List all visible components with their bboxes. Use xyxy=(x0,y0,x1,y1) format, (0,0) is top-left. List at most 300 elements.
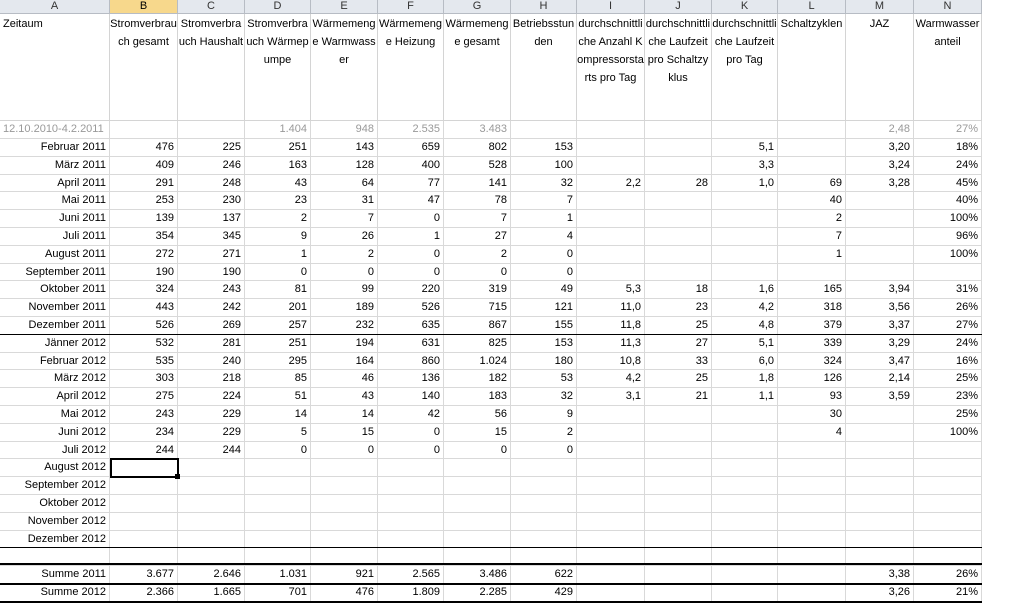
table-cell[interactable]: 295 xyxy=(245,353,311,371)
table-cell[interactable]: 23 xyxy=(645,299,712,317)
table-cell[interactable]: 1,0 xyxy=(712,175,778,193)
table-cell[interactable] xyxy=(778,584,846,602)
row-label-cell[interactable]: Mai 2011 xyxy=(0,192,110,210)
table-cell[interactable]: 40 xyxy=(778,192,846,210)
row-label-cell[interactable]: April 2011 xyxy=(0,175,110,193)
table-cell[interactable]: 24% xyxy=(914,335,982,353)
table-cell[interactable]: 3,94 xyxy=(846,281,914,299)
table-cell[interactable]: 0 xyxy=(444,442,511,460)
table-cell[interactable] xyxy=(712,246,778,264)
table-cell[interactable] xyxy=(712,424,778,442)
table-cell[interactable]: 2 xyxy=(245,210,311,228)
table-cell[interactable]: 201 xyxy=(245,299,311,317)
table-cell[interactable]: 4,2 xyxy=(577,370,645,388)
table-cell[interactable]: 269 xyxy=(178,317,245,335)
table-cell[interactable]: 1.031 xyxy=(245,566,311,584)
table-cell[interactable]: 3,24 xyxy=(846,157,914,175)
table-cell[interactable]: 867 xyxy=(444,317,511,335)
table-cell[interactable] xyxy=(311,531,378,549)
table-cell[interactable] xyxy=(245,477,311,495)
row-label-cell[interactable]: Februar 2011 xyxy=(0,139,110,157)
table-cell[interactable]: 220 xyxy=(378,281,444,299)
table-cell[interactable]: 243 xyxy=(178,281,245,299)
table-cell[interactable]: 825 xyxy=(444,335,511,353)
table-cell[interactable] xyxy=(846,406,914,424)
table-cell[interactable]: 443 xyxy=(110,299,178,317)
table-cell[interactable] xyxy=(577,495,645,513)
table-cell[interactable]: 6,0 xyxy=(712,353,778,371)
row-label-cell[interactable]: Juli 2011 xyxy=(0,228,110,246)
table-cell[interactable]: 0 xyxy=(511,246,577,264)
table-cell[interactable] xyxy=(914,531,982,549)
table-cell[interactable] xyxy=(577,531,645,549)
table-cell[interactable]: 24% xyxy=(914,157,982,175)
table-cell[interactable] xyxy=(778,442,846,460)
table-cell[interactable] xyxy=(846,531,914,549)
table-cell[interactable] xyxy=(311,477,378,495)
table-cell[interactable]: 271 xyxy=(178,246,245,264)
table-cell[interactable]: 3,59 xyxy=(846,388,914,406)
table-cell[interactable]: 476 xyxy=(110,139,178,157)
table-cell[interactable]: 85 xyxy=(245,370,311,388)
table-cell[interactable]: 0 xyxy=(511,264,577,282)
table-cell[interactable]: 3,26 xyxy=(846,584,914,602)
table-cell[interactable]: 100% xyxy=(914,246,982,264)
column-header-l[interactable]: L xyxy=(778,0,846,14)
table-cell[interactable]: 429 xyxy=(511,584,577,602)
table-cell[interactable]: 303 xyxy=(110,370,178,388)
header-cell[interactable]: Stromverbrauch Wärmepumpe xyxy=(245,14,311,121)
table-cell[interactable] xyxy=(178,495,245,513)
table-cell[interactable] xyxy=(914,459,982,477)
table-cell[interactable]: 99 xyxy=(311,281,378,299)
table-cell[interactable]: 3,3 xyxy=(712,157,778,175)
table-cell[interactable]: 1 xyxy=(778,246,846,264)
table-cell[interactable]: 324 xyxy=(778,353,846,371)
row-label-cell[interactable]: Oktober 2012 xyxy=(0,495,110,513)
table-cell[interactable]: 802 xyxy=(444,139,511,157)
table-cell[interactable] xyxy=(577,406,645,424)
table-cell[interactable]: 31% xyxy=(914,281,982,299)
table-cell[interactable] xyxy=(645,192,712,210)
table-cell[interactable] xyxy=(378,459,444,477)
table-cell[interactable]: 339 xyxy=(778,335,846,353)
row-label-cell[interactable]: Summe 2012 xyxy=(0,584,110,602)
table-cell[interactable] xyxy=(378,495,444,513)
summary-cell[interactable]: 27% xyxy=(914,121,982,139)
table-cell[interactable] xyxy=(577,477,645,495)
table-cell[interactable] xyxy=(378,513,444,531)
table-cell[interactable]: 194 xyxy=(311,335,378,353)
table-cell[interactable] xyxy=(712,210,778,228)
table-cell[interactable]: 246 xyxy=(178,157,245,175)
table-cell[interactable]: 659 xyxy=(378,139,444,157)
table-cell[interactable] xyxy=(577,139,645,157)
table-cell[interactable]: 32 xyxy=(511,175,577,193)
table-cell[interactable]: 715 xyxy=(444,299,511,317)
table-cell[interactable] xyxy=(645,139,712,157)
table-cell[interactable]: 165 xyxy=(778,281,846,299)
table-cell[interactable]: 701 xyxy=(245,584,311,602)
table-cell[interactable]: 141 xyxy=(444,175,511,193)
table-cell[interactable] xyxy=(645,513,712,531)
column-header-e[interactable]: E xyxy=(311,0,378,14)
table-cell[interactable]: 0 xyxy=(444,264,511,282)
table-cell[interactable]: 3,29 xyxy=(846,335,914,353)
table-cell[interactable]: 190 xyxy=(178,264,245,282)
row-label-cell[interactable]: Februar 2012 xyxy=(0,353,110,371)
table-cell[interactable]: 281 xyxy=(178,335,245,353)
table-cell[interactable]: 25 xyxy=(645,370,712,388)
table-cell[interactable] xyxy=(712,566,778,584)
row-label-cell[interactable]: August 2012 xyxy=(0,459,110,477)
table-cell[interactable] xyxy=(846,513,914,531)
table-cell[interactable]: 164 xyxy=(311,353,378,371)
header-cell[interactable]: durchschnittliche Laufzeit pro Tag xyxy=(712,14,778,121)
column-header-n[interactable]: N xyxy=(914,0,982,14)
table-cell[interactable]: 631 xyxy=(378,335,444,353)
table-cell[interactable]: 21 xyxy=(645,388,712,406)
table-cell[interactable]: 100% xyxy=(914,424,982,442)
table-cell[interactable]: 528 xyxy=(444,157,511,175)
table-cell[interactable] xyxy=(712,459,778,477)
header-cell[interactable]: Wärmemenge Warmwasser xyxy=(311,14,378,121)
table-cell[interactable]: 9 xyxy=(511,406,577,424)
column-header-m[interactable]: M xyxy=(846,0,914,14)
table-cell[interactable]: 64 xyxy=(311,175,378,193)
table-cell[interactable]: 275 xyxy=(110,388,178,406)
table-cell[interactable]: 53 xyxy=(511,370,577,388)
row-label-cell[interactable]: März 2011 xyxy=(0,157,110,175)
table-cell[interactable] xyxy=(778,139,846,157)
table-cell[interactable] xyxy=(846,442,914,460)
table-cell[interactable] xyxy=(645,477,712,495)
table-cell[interactable] xyxy=(778,157,846,175)
table-cell[interactable] xyxy=(778,513,846,531)
table-cell[interactable]: 40% xyxy=(914,192,982,210)
table-cell[interactable] xyxy=(914,513,982,531)
table-cell[interactable] xyxy=(645,584,712,602)
table-cell[interactable] xyxy=(712,531,778,549)
table-cell[interactable]: 45% xyxy=(914,175,982,193)
table-cell[interactable]: 319 xyxy=(444,281,511,299)
table-cell[interactable]: 77 xyxy=(378,175,444,193)
table-cell[interactable] xyxy=(577,442,645,460)
summary-cell[interactable] xyxy=(645,121,712,139)
table-cell[interactable]: 1,1 xyxy=(712,388,778,406)
table-cell[interactable]: 2.646 xyxy=(178,566,245,584)
table-cell[interactable]: 7 xyxy=(444,210,511,228)
table-cell[interactable]: 2 xyxy=(511,424,577,442)
table-cell[interactable]: 0 xyxy=(378,442,444,460)
table-cell[interactable] xyxy=(645,406,712,424)
summary-cell[interactable] xyxy=(178,121,245,139)
table-cell[interactable] xyxy=(245,531,311,549)
table-cell[interactable]: 7 xyxy=(511,192,577,210)
table-cell[interactable]: 69 xyxy=(778,175,846,193)
table-cell[interactable] xyxy=(645,228,712,246)
row-label-cell[interactable]: September 2011 xyxy=(0,264,110,282)
table-cell[interactable] xyxy=(245,459,311,477)
table-cell[interactable]: 345 xyxy=(178,228,245,246)
table-cell[interactable]: 189 xyxy=(311,299,378,317)
table-cell[interactable]: 229 xyxy=(178,406,245,424)
table-cell[interactable] xyxy=(778,264,846,282)
table-cell[interactable]: 2 xyxy=(444,246,511,264)
table-cell[interactable] xyxy=(778,495,846,513)
column-header-a[interactable]: A xyxy=(0,0,110,14)
table-cell[interactable]: 43 xyxy=(311,388,378,406)
table-cell[interactable]: 248 xyxy=(178,175,245,193)
table-cell[interactable]: 253 xyxy=(110,192,178,210)
table-cell[interactable]: 251 xyxy=(245,139,311,157)
summary-cell[interactable] xyxy=(712,121,778,139)
table-cell[interactable]: 21% xyxy=(914,584,982,602)
table-cell[interactable]: 229 xyxy=(178,424,245,442)
table-cell[interactable]: 2.285 xyxy=(444,584,511,602)
table-cell[interactable]: 4 xyxy=(778,424,846,442)
table-cell[interactable]: 26% xyxy=(914,566,982,584)
table-cell[interactable]: 25% xyxy=(914,406,982,424)
table-cell[interactable] xyxy=(914,264,982,282)
header-cell[interactable]: JAZ xyxy=(846,14,914,121)
table-cell[interactable] xyxy=(577,264,645,282)
table-cell[interactable] xyxy=(577,584,645,602)
summary-cell[interactable]: 2.535 xyxy=(378,121,444,139)
table-cell[interactable]: 243 xyxy=(110,406,178,424)
summary-cell[interactable]: 948 xyxy=(311,121,378,139)
table-cell[interactable] xyxy=(712,192,778,210)
table-cell[interactable]: 14 xyxy=(245,406,311,424)
table-cell[interactable]: 56 xyxy=(444,406,511,424)
table-cell[interactable]: 153 xyxy=(511,335,577,353)
table-cell[interactable] xyxy=(178,459,245,477)
table-cell[interactable]: 49 xyxy=(511,281,577,299)
row-label-cell[interactable]: August 2011 xyxy=(0,246,110,264)
table-cell[interactable] xyxy=(778,477,846,495)
table-cell[interactable] xyxy=(245,513,311,531)
table-cell[interactable]: 242 xyxy=(178,299,245,317)
table-cell[interactable]: 5 xyxy=(245,424,311,442)
row-label-cell[interactable]: Mai 2012 xyxy=(0,406,110,424)
table-cell[interactable] xyxy=(511,459,577,477)
table-cell[interactable]: 7 xyxy=(311,210,378,228)
table-cell[interactable]: 5,3 xyxy=(577,281,645,299)
table-cell[interactable]: 81 xyxy=(245,281,311,299)
table-cell[interactable]: 11,3 xyxy=(577,335,645,353)
table-cell[interactable]: 15 xyxy=(444,424,511,442)
table-cell[interactable]: 3,28 xyxy=(846,175,914,193)
table-cell[interactable]: 324 xyxy=(110,281,178,299)
table-cell[interactable]: 18 xyxy=(645,281,712,299)
row-label-cell[interactable]: November 2011 xyxy=(0,299,110,317)
table-cell[interactable]: 2 xyxy=(778,210,846,228)
table-cell[interactable]: 26% xyxy=(914,299,982,317)
table-cell[interactable]: 272 xyxy=(110,246,178,264)
table-cell[interactable]: 153 xyxy=(511,139,577,157)
table-cell[interactable]: 354 xyxy=(110,228,178,246)
table-cell[interactable]: 42 xyxy=(378,406,444,424)
table-cell[interactable] xyxy=(846,228,914,246)
table-cell[interactable] xyxy=(712,584,778,602)
table-cell[interactable]: 11,0 xyxy=(577,299,645,317)
table-cell[interactable]: 190 xyxy=(110,264,178,282)
table-cell[interactable] xyxy=(110,513,178,531)
table-cell[interactable]: 0 xyxy=(311,264,378,282)
table-cell[interactable]: 139 xyxy=(110,210,178,228)
table-cell[interactable]: 257 xyxy=(245,317,311,335)
table-cell[interactable]: 400 xyxy=(378,157,444,175)
table-cell[interactable]: 26 xyxy=(311,228,378,246)
table-cell[interactable] xyxy=(914,442,982,460)
column-header-g[interactable]: G xyxy=(444,0,511,14)
table-cell[interactable]: 3.486 xyxy=(444,566,511,584)
row-label-cell[interactable]: Dezember 2011 xyxy=(0,317,110,335)
table-cell[interactable] xyxy=(712,228,778,246)
table-cell[interactable]: 244 xyxy=(178,442,245,460)
column-header-c[interactable]: C xyxy=(178,0,245,14)
table-cell[interactable] xyxy=(645,210,712,228)
table-cell[interactable]: 225 xyxy=(178,139,245,157)
table-cell[interactable]: 0 xyxy=(511,442,577,460)
table-cell[interactable] xyxy=(645,566,712,584)
table-cell[interactable]: 128 xyxy=(311,157,378,175)
table-cell[interactable] xyxy=(645,264,712,282)
table-cell[interactable]: 921 xyxy=(311,566,378,584)
table-cell[interactable]: 47 xyxy=(378,192,444,210)
table-cell[interactable]: 23% xyxy=(914,388,982,406)
header-cell[interactable]: Wärmemenge Heizung xyxy=(378,14,444,121)
table-cell[interactable] xyxy=(511,513,577,531)
row-label-cell[interactable]: April 2012 xyxy=(0,388,110,406)
table-cell[interactable]: 30 xyxy=(778,406,846,424)
table-cell[interactable]: 5,1 xyxy=(712,139,778,157)
table-cell[interactable] xyxy=(778,566,846,584)
table-cell[interactable]: 46 xyxy=(311,370,378,388)
table-cell[interactable] xyxy=(444,477,511,495)
table-cell[interactable] xyxy=(846,459,914,477)
table-cell[interactable] xyxy=(178,531,245,549)
table-cell[interactable]: 251 xyxy=(245,335,311,353)
table-cell[interactable] xyxy=(645,531,712,549)
column-header-b[interactable]: B xyxy=(110,0,178,14)
table-cell[interactable] xyxy=(444,531,511,549)
table-cell[interactable] xyxy=(577,246,645,264)
summary-cell[interactable]: 3.483 xyxy=(444,121,511,139)
table-cell[interactable]: 291 xyxy=(110,175,178,193)
table-cell[interactable]: 23 xyxy=(245,192,311,210)
table-cell[interactable] xyxy=(712,477,778,495)
table-cell[interactable] xyxy=(378,477,444,495)
table-cell[interactable] xyxy=(511,531,577,549)
table-cell[interactable] xyxy=(577,228,645,246)
table-cell[interactable] xyxy=(645,495,712,513)
table-cell[interactable] xyxy=(577,459,645,477)
table-cell[interactable]: 232 xyxy=(311,317,378,335)
table-cell[interactable] xyxy=(311,495,378,513)
table-cell[interactable] xyxy=(245,495,311,513)
table-cell[interactable]: 25 xyxy=(645,317,712,335)
row-label-cell[interactable]: Juli 2012 xyxy=(0,442,110,460)
table-cell[interactable] xyxy=(645,424,712,442)
table-cell[interactable]: 96% xyxy=(914,228,982,246)
table-cell[interactable]: 526 xyxy=(110,317,178,335)
row-label-cell[interactable]: Juni 2012 xyxy=(0,424,110,442)
table-cell[interactable]: 4 xyxy=(511,228,577,246)
table-cell[interactable] xyxy=(846,424,914,442)
table-cell[interactable] xyxy=(846,264,914,282)
table-cell[interactable]: 180 xyxy=(511,353,577,371)
table-cell[interactable] xyxy=(846,246,914,264)
summary-cell[interactable]: 12.10.2010-4.2.2011 xyxy=(0,121,110,139)
table-cell[interactable]: 27 xyxy=(645,335,712,353)
row-label-cell[interactable]: Juni 2011 xyxy=(0,210,110,228)
table-cell[interactable]: 4,2 xyxy=(712,299,778,317)
table-cell[interactable]: 240 xyxy=(178,353,245,371)
table-cell[interactable]: 3.677 xyxy=(110,566,178,584)
header-cell[interactable]: Stromverbrauch Haushalt xyxy=(178,14,245,121)
table-cell[interactable]: 318 xyxy=(778,299,846,317)
table-cell[interactable]: 137 xyxy=(178,210,245,228)
table-cell[interactable]: 143 xyxy=(311,139,378,157)
table-cell[interactable]: 3,1 xyxy=(577,388,645,406)
table-cell[interactable]: 622 xyxy=(511,566,577,584)
table-cell[interactable] xyxy=(712,495,778,513)
table-cell[interactable] xyxy=(712,513,778,531)
table-cell[interactable] xyxy=(914,477,982,495)
table-cell[interactable]: 78 xyxy=(444,192,511,210)
table-cell[interactable] xyxy=(712,406,778,424)
table-cell[interactable] xyxy=(511,477,577,495)
column-header-j[interactable]: J xyxy=(645,0,712,14)
row-label-cell[interactable]: Oktober 2011 xyxy=(0,281,110,299)
table-cell[interactable]: 2.366 xyxy=(110,584,178,602)
table-cell[interactable]: 1,8 xyxy=(712,370,778,388)
table-cell[interactable]: 18% xyxy=(914,139,982,157)
table-cell[interactable] xyxy=(378,531,444,549)
table-cell[interactable]: 3,38 xyxy=(846,566,914,584)
table-cell[interactable]: 860 xyxy=(378,353,444,371)
table-cell[interactable] xyxy=(110,495,178,513)
table-cell[interactable] xyxy=(846,210,914,228)
table-cell[interactable] xyxy=(110,531,178,549)
column-header-k[interactable]: K xyxy=(712,0,778,14)
table-cell[interactable]: 126 xyxy=(778,370,846,388)
column-header-d[interactable]: D xyxy=(245,0,311,14)
table-cell[interactable]: 183 xyxy=(444,388,511,406)
summary-cell[interactable] xyxy=(577,121,645,139)
active-cell-selection[interactable] xyxy=(110,458,179,478)
table-cell[interactable]: 1,6 xyxy=(712,281,778,299)
table-cell[interactable]: 0 xyxy=(378,246,444,264)
table-cell[interactable]: 0 xyxy=(311,442,378,460)
table-cell[interactable]: 1.809 xyxy=(378,584,444,602)
table-cell[interactable]: 15 xyxy=(311,424,378,442)
table-cell[interactable]: 140 xyxy=(378,388,444,406)
table-cell[interactable]: 4,8 xyxy=(712,317,778,335)
header-cell[interactable]: Warmwasseranteil xyxy=(914,14,982,121)
column-header-h[interactable]: H xyxy=(511,0,577,14)
table-cell[interactable]: 155 xyxy=(511,317,577,335)
table-cell[interactable]: 16% xyxy=(914,353,982,371)
table-cell[interactable]: 93 xyxy=(778,388,846,406)
table-cell[interactable]: 2,2 xyxy=(577,175,645,193)
column-header-f[interactable]: F xyxy=(378,0,444,14)
table-cell[interactable]: 3,37 xyxy=(846,317,914,335)
table-cell[interactable]: 234 xyxy=(110,424,178,442)
table-cell[interactable]: 27% xyxy=(914,317,982,335)
table-cell[interactable]: 32 xyxy=(511,388,577,406)
